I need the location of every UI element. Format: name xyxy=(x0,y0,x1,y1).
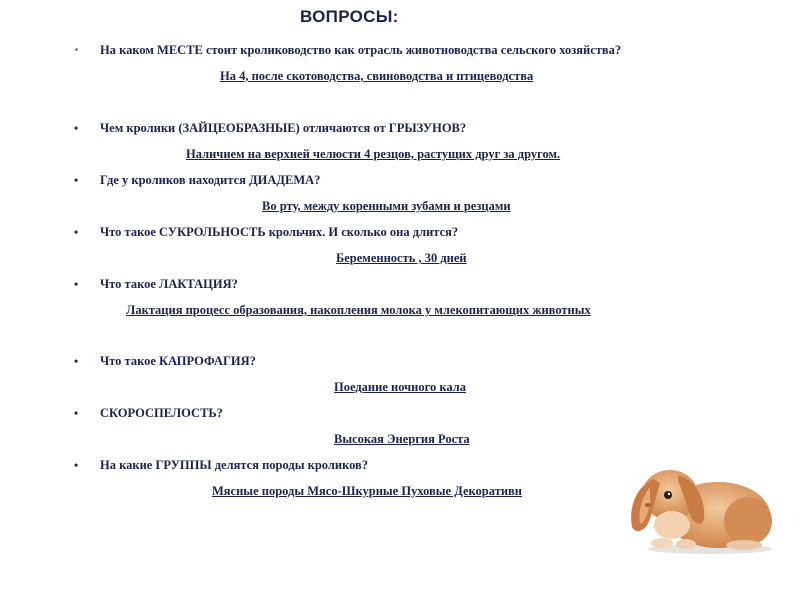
bullet-icon: • xyxy=(74,458,79,472)
slide-title: ВОПРОСЫ: xyxy=(300,7,399,26)
question-text: Что такое ЛАКТАЦИЯ? xyxy=(100,277,238,291)
answer-1[interactable]: На 4, после скотоводства, свиноводства и птицеводства xyxy=(220,69,534,83)
question-text: Что такое СУКРОЛЬНОСТЬ крольчих. И сколько она длится? xyxy=(100,225,459,239)
question-text: Что такое КАПРОФАГИЯ? xyxy=(100,354,256,368)
bullet-icon: • xyxy=(74,121,79,135)
bullet-icon: • xyxy=(74,225,79,239)
answer-3[interactable]: Во рту, между коренными зубами и резцами xyxy=(262,199,511,213)
answer-2[interactable]: Наличием на верхней челюсти 4 резцов, растущих друг за другом. xyxy=(186,147,561,161)
answer-5[interactable]: Лактация процесс образования, накопления молока у млекопитающих животных xyxy=(126,303,591,317)
bullet-icon: • xyxy=(74,354,79,368)
bullet-icon: ▪ xyxy=(75,45,78,54)
answer-8[interactable]: Мясные породы Мясо-Шкурные Пуховые Декоративн xyxy=(212,484,522,498)
question-text: На каком МЕСТЕ стоит кролиководство как отрасль животноводства сельского хозяйства? xyxy=(100,43,622,57)
bullet-icon: • xyxy=(74,277,79,291)
question-text: Где у кроликов находится ДИАДЕМА? xyxy=(100,173,321,187)
answer-4[interactable]: Беременность , 30 дней xyxy=(336,251,467,265)
answer-6[interactable]: Поедание ночного кала xyxy=(334,380,467,394)
question-text: Чем кролики (ЗАЙЦЕОБРАЗНЫЕ) отличаются от ГРЫЗУНОВ? xyxy=(100,121,467,135)
bullet-icon: • xyxy=(74,406,79,420)
answer-7[interactable]: Высокая Энергия Роста xyxy=(334,432,470,446)
question-text: СКОРОСПЕЛОСТЬ? xyxy=(100,406,223,420)
question-text: На какие ГРУППЫ делятся породы кроликов? xyxy=(100,458,369,472)
rabbit-icon xyxy=(620,445,780,555)
bullet-icon: • xyxy=(74,173,79,187)
